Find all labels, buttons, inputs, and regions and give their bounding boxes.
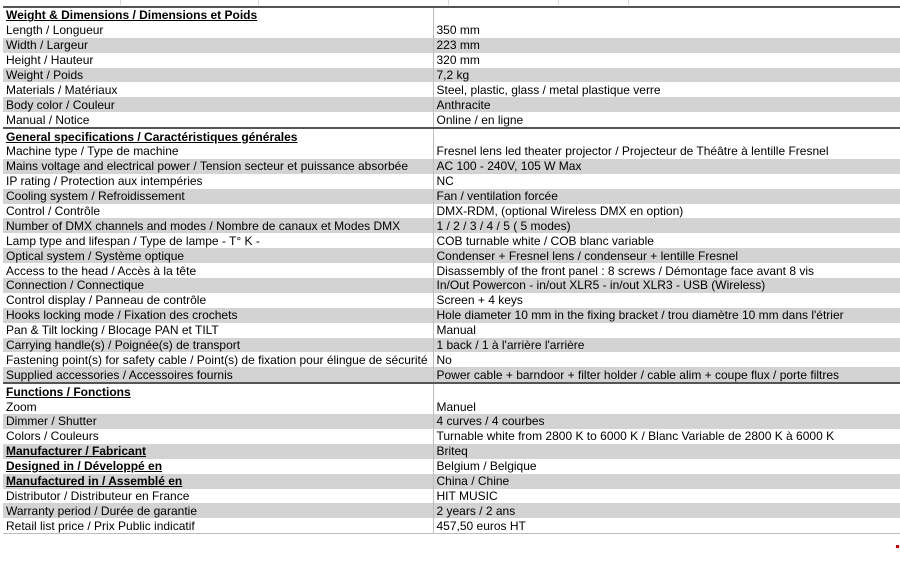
spec-value: Fresnel lens led theater projector / Projecteur de Théâtre à lentille Fresnel — [433, 144, 900, 159]
spec-row — [3, 218, 900, 233]
spec-row — [3, 293, 900, 308]
spec-label: Warranty period / Durée de garantie — [3, 503, 433, 518]
spec-row — [3, 429, 900, 444]
spec-label: Connection / Connectique — [3, 278, 433, 293]
spec-label: Pan & Tilt locking / Blocage PAN et TILT — [3, 323, 433, 338]
section-header-row — [3, 383, 900, 399]
spec-label: Optical system / Système optique — [3, 248, 433, 263]
spec-value: No — [433, 352, 900, 367]
spec-value — [433, 7, 900, 23]
spec-row — [3, 503, 900, 518]
spec-value: Manual — [433, 323, 900, 338]
strip-tick — [258, 0, 259, 5]
spec-label: Distributor / Distributeur en France — [3, 489, 433, 504]
spec-row — [3, 112, 900, 128]
spec-row — [3, 189, 900, 204]
spec-value: Disassembly of the front panel : 8 screws / Démontage face avant 8 vis — [433, 263, 900, 278]
spec-row — [3, 278, 900, 293]
spec-value: NC — [433, 174, 900, 189]
spec-row — [3, 53, 900, 68]
spec-value: DMX-RDM, (optional Wireless DMX en option) — [433, 204, 900, 219]
spec-label: Carrying handle(s) / Poignée(s) de transport — [3, 338, 433, 353]
spec-row — [3, 459, 900, 474]
spec-value: Power cable + barndoor + filter holder / cable alim + coupe flux / porte filtres — [433, 367, 900, 383]
spec-label: Colors / Couleurs — [3, 429, 433, 444]
spec-value: Briteq — [433, 444, 900, 459]
section-title: Functions / Fonctions — [3, 383, 433, 399]
spec-value: Fan / ventilation forcée — [433, 189, 900, 204]
spec-value: 2 years / 2 ans — [433, 503, 900, 518]
spec-label: Manufactured in / Assemblé en — [3, 474, 433, 489]
spec-row — [3, 23, 900, 38]
spec-value: 7,2 kg — [433, 68, 900, 83]
spec-value: China / Chine — [433, 474, 900, 489]
spec-row — [3, 489, 900, 504]
spec-value: 1 / 2 / 3 / 4 / 5 ( 5 modes) — [433, 218, 900, 233]
spec-label: Width / Largeur — [3, 38, 433, 53]
spec-row — [3, 263, 900, 278]
spec-value: 350 mm — [433, 23, 900, 38]
section-header-row — [3, 7, 900, 23]
spec-label: Control / Contrôle — [3, 204, 433, 219]
spec-value: HIT MUSIC — [433, 489, 900, 504]
spec-row — [3, 338, 900, 353]
spec-row — [3, 444, 900, 459]
spec-row — [3, 97, 900, 112]
spec-label: Manual / Notice — [3, 112, 433, 128]
spec-row — [3, 474, 900, 489]
spec-label: Access to the head / Accès à la tête — [3, 263, 433, 278]
section-header-row — [3, 128, 900, 144]
spec-label: Machine type / Type de machine — [3, 144, 433, 159]
edge-mark — [896, 545, 899, 548]
section-title: Weight & Dimensions / Dimensions et Poids — [3, 7, 433, 23]
spec-row — [3, 38, 900, 53]
spec-row — [3, 233, 900, 248]
spec-value: Anthracite — [433, 97, 900, 112]
spec-label: Body color / Couleur — [3, 97, 433, 112]
spec-label: Fastening point(s) for safety cable / Point(s) de fixation pour élingue de sécurité — [3, 352, 433, 367]
spec-value: AC 100 - 240V, 105 W Max — [433, 159, 900, 174]
strip-tick — [448, 0, 449, 5]
spec-label: Number of DMX channels and modes / Nombre de canaux et Modes DMX — [3, 218, 433, 233]
strip-tick — [558, 0, 559, 5]
spec-row — [3, 414, 900, 429]
spec-value: 1 back / 1 à l'arrière l'arrière — [433, 338, 900, 353]
spec-row — [3, 204, 900, 219]
spec-label: Zoom — [3, 399, 433, 414]
spec-row — [3, 399, 900, 414]
spec-row — [3, 144, 900, 159]
spec-label: Cooling system / Refroidissement — [3, 189, 433, 204]
spec-value: COB turnable white / COB blanc variable — [433, 233, 900, 248]
spec-row — [3, 518, 900, 533]
spec-label: Materials / Matériaux — [3, 82, 433, 97]
spec-label: Manufacturer / Fabricant — [3, 444, 433, 459]
spec-table-body — [3, 7, 900, 534]
section-title: General specifications / Caractéristiques générales — [3, 128, 433, 144]
spec-value — [433, 383, 900, 399]
spec-row — [3, 308, 900, 323]
strip-tick — [628, 0, 629, 5]
spec-value: Steel, plastic, glass / metal plastique verre — [433, 82, 900, 97]
spec-row — [3, 82, 900, 97]
spec-value: In/Out Powercon - in/out XLR5 - in/out XLR3 - USB (Wireless) — [433, 278, 900, 293]
spec-label: Designed in / Développé en — [3, 459, 433, 474]
spec-label: Control display / Panneau de contrôle — [3, 293, 433, 308]
spec-label: Dimmer / Shutter — [3, 414, 433, 429]
spec-value: 223 mm — [433, 38, 900, 53]
spec-value: 4 curves / 4 courbes — [433, 414, 900, 429]
spec-value: Condenser + Fresnel lens / condenseur + lentille Fresnel — [433, 248, 900, 263]
spec-value: Manuel — [433, 399, 900, 414]
spec-value: 320 mm — [433, 53, 900, 68]
spec-label: IP rating / Protection aux intempéries — [3, 174, 433, 189]
spec-value: Online / en ligne — [433, 112, 900, 128]
spec-value: Belgium / Belgique — [433, 459, 900, 474]
spec-label: Retail list price / Prix Public indicatif — [3, 518, 433, 533]
spec-row — [3, 352, 900, 367]
spec-value: Turnable white from 2800 K to 6000 K / Blanc Variable de 2800 K à 6000 K — [433, 429, 900, 444]
spec-row — [3, 68, 900, 83]
spec-label: Length / Longueur — [3, 23, 433, 38]
spec-label: Weight / Poids — [3, 68, 433, 83]
spec-row — [3, 248, 900, 263]
spec-label: Hooks locking mode / Fixation des crochets — [3, 308, 433, 323]
spec-row — [3, 367, 900, 383]
spec-label: Supplied accessories / Accessoires fournis — [3, 367, 433, 383]
spec-row — [3, 323, 900, 338]
spec-value: 457,50 euros HT — [433, 518, 900, 533]
spec-value: Screen + 4 keys — [433, 293, 900, 308]
spec-label: Mains voltage and electrical power / Tension secteur et puissance absorbée — [3, 159, 433, 174]
spec-table — [3, 6, 900, 534]
spec-value: Hole diameter 10 mm in the fixing bracket / trou diamètre 10 mm dans l'étrier — [433, 308, 900, 323]
spec-row — [3, 159, 900, 174]
strip-tick — [120, 0, 121, 5]
spec-value — [433, 128, 900, 144]
spec-label: Lamp type and lifespan / Type de lampe - T° K - — [3, 233, 433, 248]
spec-label: Height / Hauteur — [3, 53, 433, 68]
spec-row — [3, 174, 900, 189]
